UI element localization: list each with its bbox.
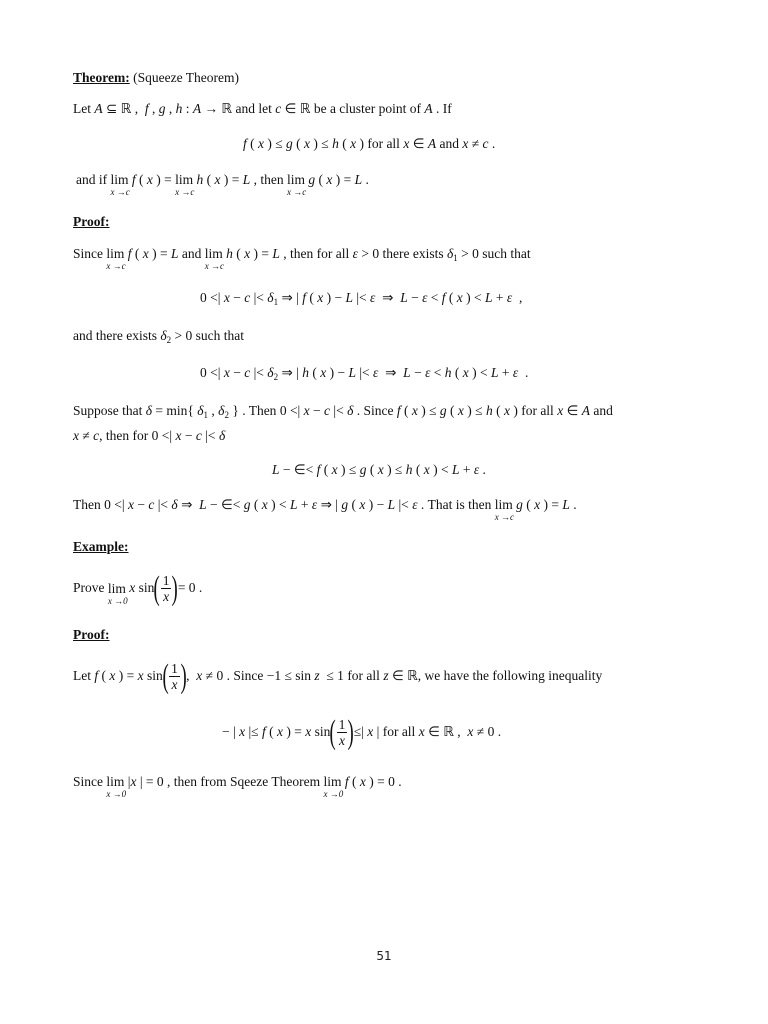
proof-heading-2: Proof: [73,627,110,642]
suppose-line: Suppose that δ = min{ $\delta_1$ , $\delta_2$ } . Then 0 <| x − c |< δ . Since f ( x ) ≤ g ( x ) ≤ h ( x ) for all x ∈ A and [73,403,613,420]
theorem-name: (Squeeze Theorem) [133,70,239,85]
delta1-implication: 0 <| x − c |< $\delta_1$ ⇒ | f ( x ) − L |< ε ⇒ L − ε < f ( x ) < L + ε , [200,290,523,307]
inequality-line: f ( x ) ≤ g ( x ) ≤ h ( x ) for all x ∈ A and x ≠ c . [243,136,496,151]
conclusion-line: Then 0 <| x − c |< δ ⇒ L − ∈< g ( x ) < L + ε ⇒ | g ( x ) − L |< ε . That is then lim x →c g ( x ) = L . [73,497,577,522]
proof2-let-line: Let f ( x ) = x sin( $\frac{1}{x}$ ), x ≠ 0 . Since −1 ≤ sin z ≤ 1 for all z ∈ ℝ, we have the following inequality [73,657,603,695]
proof-since-line: Since lim x →c f ( x ) = L and lim x →c h ( x ) = L , then for all ε > 0 there exists $\delta_1 > 0$ such that [73,246,531,271]
final-line: Since lim x →0 |x | = 0 , then from Sqeeze Theorem lim x →0 f ( x ) = 0 . [73,774,402,799]
bound-inequality: − | x |≤ f ( x ) = x sin( $\frac{1}{x}$ )≤| x | for all x ∈ ℝ , x ≠ 0 . [222,713,502,751]
combined-inequality: L − ∈< f ( x ) ≤ g ( x ) ≤ h ( x ) < L + ε . [272,462,486,477]
delta2-implication: 0 <| x − c |< $\delta_2$ ⇒ | h ( x ) − L |< ε ⇒ L − ε < h ( x ) < L + ε . [200,365,529,382]
example-statement: Prove lim x →0 x sin( $\frac{1}{x}$ )= 0 . [73,569,203,607]
theorem-statement-line: Let A ⊆ ℝ , f , g , h : A → ℝ and let c ∈ ℝ be a cluster point of A . If [73,101,452,116]
then-for-line: x ≠ c, then for 0 <| x − c |< δ [73,428,226,443]
example-heading: Example: [73,539,129,554]
exists-delta2-line: and there exists $\delta_2 > 0$ such that [73,328,245,345]
proof-heading-1: Proof: [73,214,110,229]
limits-hypothesis-line: and if lim x →c f ( x ) = lim x →c h ( x ) = L , then lim x →c g ( x ) = L . [76,172,369,197]
theorem-line [73,70,239,86]
theorem-heading: Theorem: [73,70,130,85]
page-number: 51 [376,949,392,963]
